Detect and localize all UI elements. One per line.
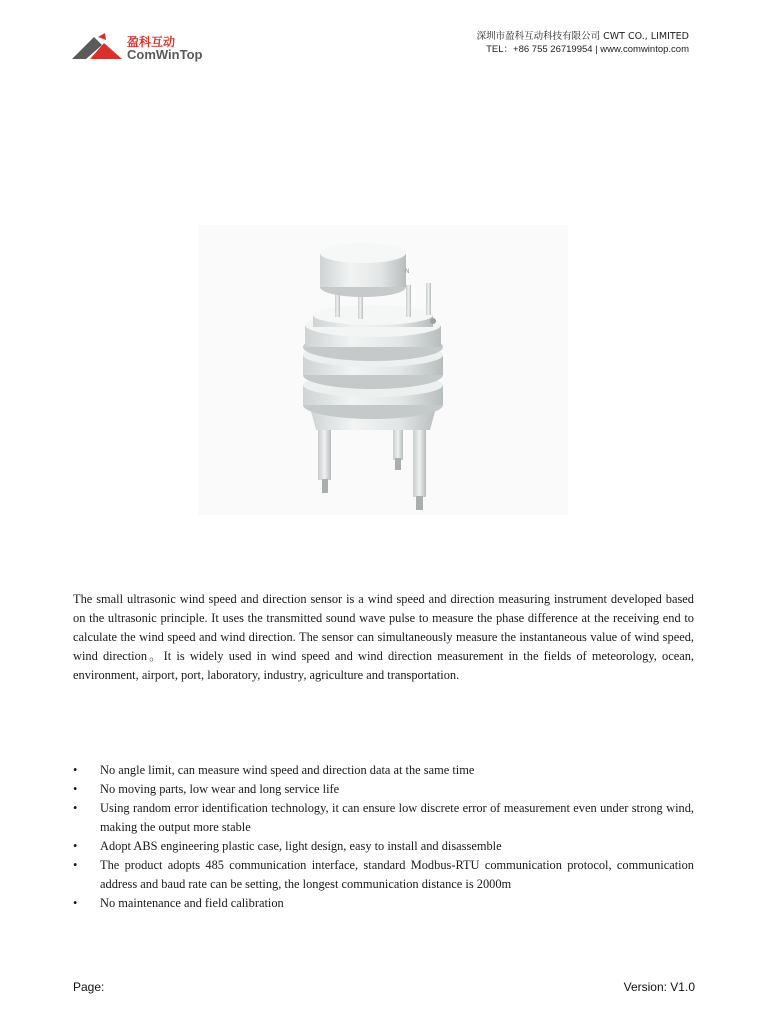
feature-item: • Adopt ABS engineering plastic case, light design, easy to install and disassemble: [73, 837, 694, 856]
company-name: 深圳市盈科互动科技有限公司 CWT CO., LIMITED: [476, 31, 689, 42]
logo-chinese-text: 盈科互动: [127, 35, 176, 49]
page-header: [0, 0, 768, 80]
company-logo: [72, 31, 212, 65]
feature-item: • No angle limit, can measure wind speed and direction data at the same time: [73, 761, 694, 780]
version-label: Version: V1.0: [623, 980, 695, 994]
svg-text:N: N: [405, 268, 410, 275]
page-number-label: Page:: [73, 980, 105, 994]
feature-item: • No maintenance and field calibration: [73, 894, 694, 913]
product-description: The small ultrasonic wind speed and direction sensor is a wind speed and direction measuring instrument developed based on the ultrasonic principle. It uses the transmitted sound wave pulse to measure the phase difference at the receiving end to calculate the wind speed and wind direction. The sensor can simultaneously measure the instantaneous value of wind speed, wind direction。It is widely used in wind speed and wind direction measurement in the fields of meteorology, ocean, environment, airport, port, laboratory, industry, agriculture and transportation.: [73, 592, 694, 682]
feature-list: [73, 761, 694, 913]
comwintop-logo-icon: [72, 31, 126, 61]
feature-item: • The product adopts 485 communication interface, standard Modbus-RTU communication protocol, communication address and baud rate can be setting, the longest communication distance is 2000m: [73, 856, 694, 894]
ultrasonic-sensor-image: [198, 225, 568, 515]
logo-english-text: ComWinTop: [127, 47, 203, 62]
feature-item: • No moving parts, low wear and long service life: [73, 780, 694, 799]
contact-info: TEL：+86 755 26719954 | www.comwintop.com: [486, 44, 689, 55]
feature-item: • Using random error identification technology, it can ensure low discrete error of measurement even under strong wind, making the output more stable: [73, 799, 694, 837]
